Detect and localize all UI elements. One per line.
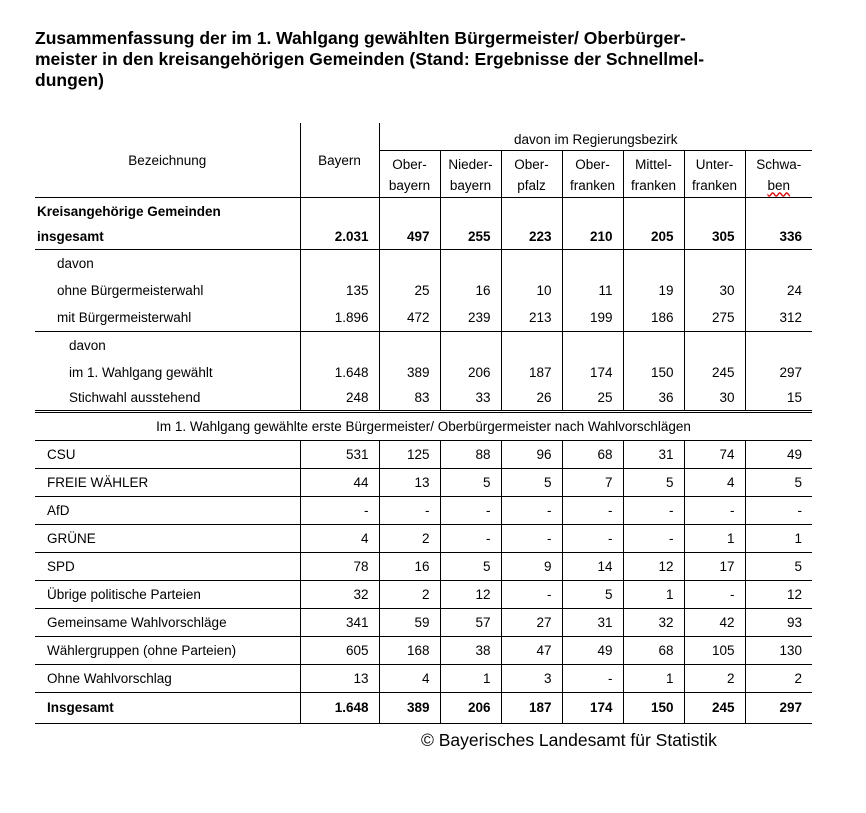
cell-value: 150 [623,692,684,723]
row-label: mit Bürgermeisterwahl [35,304,300,332]
cell-value: 31 [623,440,684,468]
cell-value: 32 [623,608,684,636]
cell-value: - [684,580,745,608]
row-label: GRÜNE [35,524,300,552]
cell-value: 13 [300,664,379,692]
cell-value: 245 [684,359,745,386]
cell-value: 2 [745,664,812,692]
cell-value: 49 [745,440,812,468]
title-line: Zusammenfassung der im 1. Wahlgang gewählten Bürgermeister/ Oberbürger- [35,28,686,48]
cell-value: 78 [300,552,379,580]
table-row [35,440,812,468]
cell-value: 5 [745,552,812,580]
cell-value: 336 [745,225,812,250]
cell-value: - [562,664,623,692]
cell-value: 4 [684,468,745,496]
cell-value: 1 [745,524,812,552]
row-label: CSU [35,440,300,468]
cell-value: 213 [501,304,562,332]
cell-value: 1 [623,664,684,692]
table-row [35,277,812,304]
cell-value: 1 [623,580,684,608]
cell-value: 13 [379,468,440,496]
cell-value: 16 [379,552,440,580]
header-region-unterfranken [684,150,745,197]
cell-value: 389 [379,359,440,386]
cell-value: 210 [562,225,623,250]
cell-value: 59 [379,608,440,636]
row-label: ohne Bürgermeisterwahl [57,282,204,298]
table-row [35,249,812,277]
cell-value: 135 [300,277,379,304]
cell-value: 68 [623,636,684,664]
row-label: Insgesamt [35,692,300,723]
cell-value: 174 [562,692,623,723]
cell-value: 57 [440,608,501,636]
row-label: SPD [35,552,300,580]
cell-value: 168 [379,636,440,664]
cell-value: 248 [300,386,379,412]
cell-value: 223 [501,225,562,250]
table-row [35,304,812,332]
cell-value: 74 [684,440,745,468]
cell-value: 27 [501,608,562,636]
cell-value: 9 [501,552,562,580]
cell-value: 205 [623,225,684,250]
header-bezeichnung: Bezeichnung [35,123,300,197]
cell-value: - [440,524,501,552]
row-label: AfD [35,496,300,524]
cell-value: - [501,580,562,608]
region-line1: Ober- [575,156,610,172]
region-line2: franken [691,177,738,193]
cell-value: - [623,524,684,552]
region-line2: franken [569,177,616,193]
region-line1: Schwa- [756,156,802,172]
region-line1: Unter- [695,156,734,172]
cell-value: 14 [562,552,623,580]
cell-value: 305 [684,225,745,250]
results-table [35,123,812,724]
cell-value: 1 [440,664,501,692]
cell-value: 15 [745,386,812,412]
table-row [35,359,812,386]
region-line1: Ober- [392,156,427,172]
cell-value: 47 [501,636,562,664]
cell-value: 531 [300,440,379,468]
cell-value: 12 [440,580,501,608]
table-row [35,496,812,524]
cell-value: 5 [501,468,562,496]
table-row-total [35,692,812,723]
section-title: Im 1. Wahlgang gewählte erste Bürgermeister/ Oberbürgermeister nach Wahlvorschlägen [35,411,812,440]
cell-value: 297 [745,692,812,723]
table-row [35,552,812,580]
row-label: Kreisangehörige Gemeinden [37,203,221,219]
cell-value: - [501,524,562,552]
cell-value: 25 [379,277,440,304]
cell-value: 199 [562,304,623,332]
cell-value: 297 [745,359,812,386]
cell-value: 105 [684,636,745,664]
cell-value: - [745,496,812,524]
cell-value: 2 [684,664,745,692]
row-label: davon [57,255,94,271]
cell-value: 5 [440,552,501,580]
cell-value: 130 [745,636,812,664]
cell-value: 2.031 [300,225,379,250]
cell-value: 19 [623,277,684,304]
header-region-oberpfalz [501,150,562,197]
row-label: im 1. Wahlgang gewählt [69,364,213,380]
row-label: Gemeinsame Wahlvorschläge [35,608,300,636]
cell-value: 5 [745,468,812,496]
region-line1: Ober- [514,156,549,172]
cell-value: - [379,496,440,524]
cell-value: - [440,496,501,524]
cell-value: 33 [440,386,501,412]
header-bayern: Bayern [300,123,379,197]
cell-value: 30 [684,277,745,304]
cell-value: 42 [684,608,745,636]
table-row [35,386,812,412]
table-row [35,331,812,359]
title-line: dungen) [35,70,105,90]
cell-value: 68 [562,440,623,468]
cell-value: 49 [562,636,623,664]
table-row [35,636,812,664]
cell-value: 44 [300,468,379,496]
row-label: FREIE WÄHLER [35,468,300,496]
cell-value: 83 [379,386,440,412]
cell-value: 239 [440,304,501,332]
cell-value: 389 [379,692,440,723]
cell-value: 245 [684,692,745,723]
table-row [35,580,812,608]
copyright-footer: © Bayerisches Landesamt für Statistik [421,730,717,750]
cell-value: 88 [440,440,501,468]
region-line2: bayern [388,177,431,193]
header-row-group [35,123,812,150]
cell-value: 93 [745,608,812,636]
table-row [35,468,812,496]
region-line1: Nieder- [448,156,493,172]
cell-value: - [562,524,623,552]
cell-value: - [623,496,684,524]
cell-value: 12 [623,552,684,580]
cell-value: 174 [562,359,623,386]
cell-value: 3 [501,664,562,692]
region-line2: franken [630,177,677,193]
region-line2: pfalz [517,177,546,193]
cell-value: - [562,496,623,524]
cell-value: 497 [379,225,440,250]
cell-value: 2 [379,524,440,552]
cell-value: 12 [745,580,812,608]
cell-value: 472 [379,304,440,332]
row-label: Ohne Wahlvorschlag [35,664,300,692]
header-region-mittelfranken [623,150,684,197]
cell-value: 125 [379,440,440,468]
header-region-oberfranken [562,150,623,197]
title-line: meister in den kreisangehörigen Gemeinden (Stand: Ergebnisse der Schnellmel- [35,49,705,69]
cell-value: 150 [623,359,684,386]
cell-value: 186 [623,304,684,332]
cell-value: 187 [501,692,562,723]
cell-value: 17 [684,552,745,580]
table-row [35,225,812,250]
cell-value: 206 [440,359,501,386]
cell-value: 10 [501,277,562,304]
cell-value: 2 [379,580,440,608]
cell-value: - [300,496,379,524]
row-label: davon [69,337,106,353]
cell-value: 25 [562,386,623,412]
cell-value: 5 [440,468,501,496]
cell-value: 30 [684,386,745,412]
cell-value: 341 [300,608,379,636]
cell-value: 312 [745,304,812,332]
cell-value: 605 [300,636,379,664]
header-region-schwaben [745,150,812,197]
cell-value: 206 [440,692,501,723]
header-region-niederbayern [440,150,501,197]
section-title-row [35,411,812,440]
row-label: Stichwahl ausstehend [35,386,300,412]
cell-value: 24 [745,277,812,304]
cell-value: 31 [562,608,623,636]
row-label: Übrige politische Parteien [35,580,300,608]
document-title [35,28,755,91]
region-line2: bayern [449,177,492,193]
table-row [35,197,812,225]
cell-value: 275 [684,304,745,332]
cell-value: 96 [501,440,562,468]
cell-value: 5 [562,580,623,608]
cell-value: 26 [501,386,562,412]
table-row [35,664,812,692]
region-line1: Mittel- [635,156,672,172]
row-label: Wählergruppen (ohne Parteien) [35,636,300,664]
cell-value: 187 [501,359,562,386]
cell-value: 11 [562,277,623,304]
cell-value: 1.648 [300,359,379,386]
cell-value: - [684,496,745,524]
table-row [35,608,812,636]
header-region-oberbayern [379,150,440,197]
header-regierungsbezirk: davon im Regierungsbezirk [379,123,812,150]
region-line2: ben [767,177,791,193]
cell-value: 32 [300,580,379,608]
cell-value: 4 [300,524,379,552]
cell-value: 4 [379,664,440,692]
cell-value: 1.648 [300,692,379,723]
cell-value: 38 [440,636,501,664]
cell-value: 36 [623,386,684,412]
cell-value: 1 [684,524,745,552]
cell-value: 16 [440,277,501,304]
cell-value: 5 [623,468,684,496]
table-row [35,524,812,552]
cell-value: 1.896 [300,304,379,332]
cell-value: - [501,496,562,524]
cell-value: 255 [440,225,501,250]
row-label: insgesamt [35,225,300,250]
cell-value: 7 [562,468,623,496]
